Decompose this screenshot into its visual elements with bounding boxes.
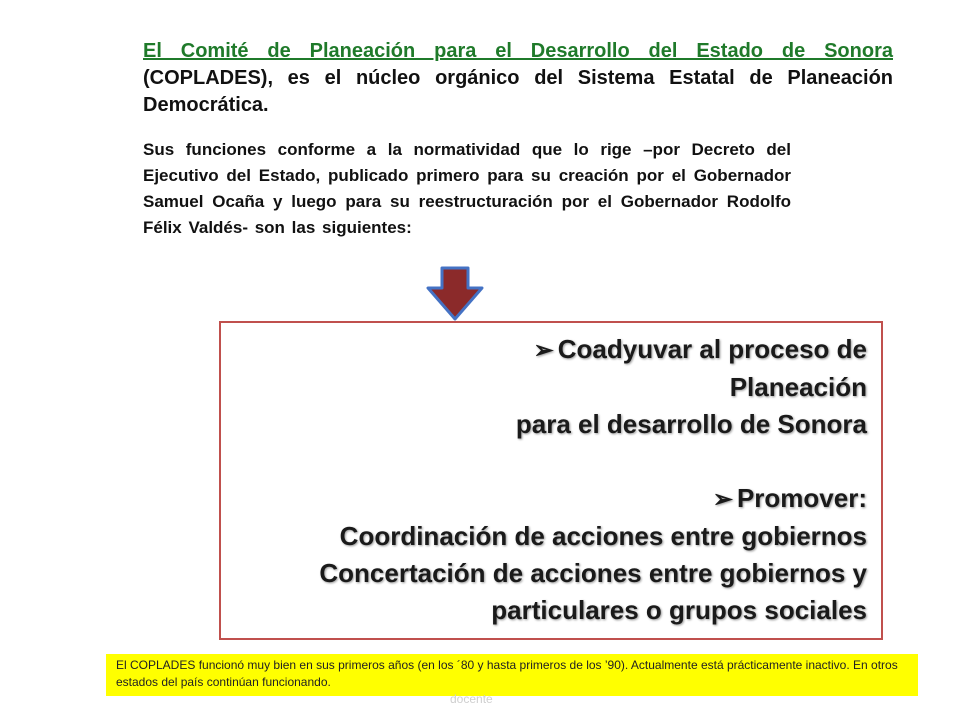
down-arrow-icon [424, 266, 486, 322]
arrow-bullet-icon: ➢ [533, 337, 554, 364]
arrow-bullet-icon: ➢ [712, 486, 733, 513]
list-item-promover [227, 480, 867, 518]
item1-line2: Planeación [729, 372, 867, 402]
functions-list [227, 331, 867, 629]
item2-heading: Promover: [736, 483, 867, 513]
yellow-note: El COPLADES funcionó muy bien en sus primeros años (en los ´80 y hasta primeros de los ’90). Actualmente está prácticamente inactivo. En otros estados del país continúan funcionando. [106, 654, 918, 696]
item2-line3: particulares o grupos sociales [491, 595, 867, 625]
functions-paragraph: Sus funciones conforme a la normatividad que lo rige –por Decreto del Ejecutivo del Estado, publicado primero para su creación por el Gobernador Samuel Ocaña y luego para su reestructuración por el Gobernador Rodolfo Félix Valdés- son las siguientes: [143, 140, 791, 237]
list-item-coadyuvar [227, 331, 867, 369]
intro-paragraph [143, 38, 893, 119]
item1-line3: para el desarrollo de Sonora [515, 409, 867, 439]
intro-rest: (COPLADES), es el núcleo orgánico del Sistema Estatal de Planeación Democrática. [143, 67, 893, 116]
committee-name: El Comité de Planeación para el Desarrollo del Estado de Sonora [143, 40, 893, 62]
item2-line2: Concertación de acciones entre gobiernos y [319, 558, 867, 588]
watermark-text: docente [450, 692, 493, 706]
functions-box [219, 321, 883, 640]
item2-line1: Coordinación de acciones entre gobiernos [339, 521, 867, 551]
intro-section [143, 38, 893, 241]
item1-line1: Coadyuvar al proceso de [557, 334, 867, 364]
